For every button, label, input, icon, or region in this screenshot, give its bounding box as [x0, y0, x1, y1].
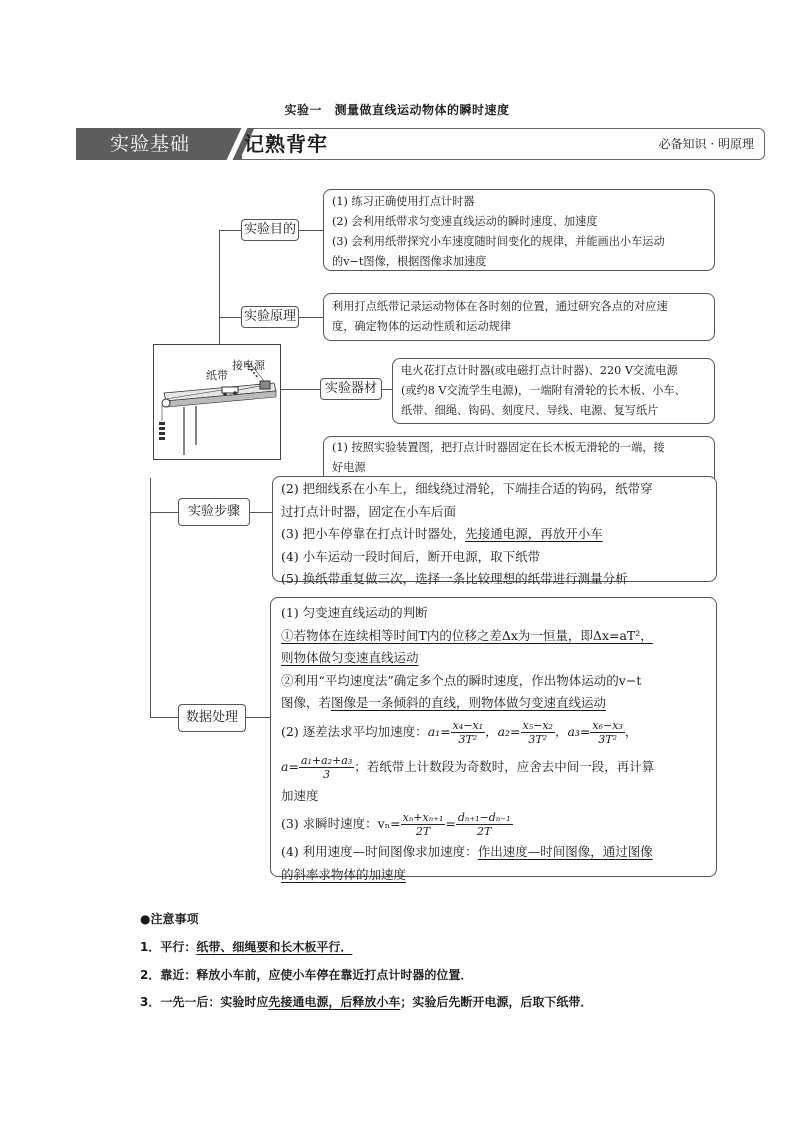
steps-item-3 [281, 523, 708, 546]
data-line-6-text: (2) 逐差法求平均加速度： [281, 723, 428, 739]
connector-trunk-bottom [150, 478, 151, 718]
banner-sub: 记熟背牢 [244, 132, 328, 156]
purpose-item-1: (1) 练习正确使用打点计时器 [332, 195, 475, 208]
equipment-line-3: 纸带、细绳、钩码、刻度尺、导线、电源、复写纸片 [401, 404, 659, 417]
steps-item-4: (4) 小车运动一段时间后，断开电源，取下纸带 [281, 548, 541, 564]
a2-fraction [521, 719, 555, 746]
v-label: (3) 求瞬时速度：vₙ= [281, 816, 401, 831]
v2-num: dₙ₊₁−dₙ₋₁ [457, 811, 511, 824]
steps-box [272, 476, 717, 586]
connector-principle-box [299, 317, 323, 318]
power-label: 接电源 [232, 359, 265, 372]
note-1-label: 1．平行： [140, 940, 197, 954]
data-line-4: ②利用“平均速度法”确定多个点的瞬时速度，作出物体运动的v−t [281, 672, 642, 688]
steps-item-2a: (2) 把细线系在小车上，细线绕过滑轮，下端挂合适的钩码，纸带穿 [281, 481, 653, 496]
note-1-text: 纸带、细绳要和长木板平行． [196, 940, 353, 954]
equipment-line-1: 电火花打点计时器(或电磁打点计时器)、220 V交流电源 [401, 364, 678, 377]
a3-fraction [590, 719, 624, 746]
steps-item-3-key: 先接通电源，再放开小车 [465, 526, 603, 541]
connector-principle [219, 317, 241, 318]
a2-num: x₅−x₂ [522, 718, 553, 732]
v-fraction-2 [456, 811, 513, 838]
a3-den: 3T² [598, 732, 617, 746]
a2-den: 3T² [528, 732, 548, 746]
data-line-10b: 作出速度—时间图像，通过图像 [477, 844, 653, 859]
purpose-box [323, 189, 715, 271]
connector-trunk-top [219, 230, 220, 344]
a3-label: ，a₃= [554, 723, 591, 739]
a-fraction [299, 754, 354, 781]
apparatus-figure [153, 344, 281, 460]
equipment-box [392, 358, 715, 424]
label-purpose: 实验目的 [241, 219, 299, 241]
connector-purpose [219, 230, 241, 231]
tape-label: 纸带 [206, 369, 228, 382]
note-3-a: 3．一先一后：实验时应 [140, 995, 269, 1009]
banner-main: 实验基础 [76, 128, 242, 160]
note-1 [140, 938, 352, 955]
data-line-9 [281, 807, 706, 841]
a1-den: 3T² [458, 732, 478, 746]
note-3 [140, 993, 592, 1010]
data-line-6 [281, 715, 706, 749]
a1-num: x₄−x₁ [452, 718, 484, 732]
note-3-c: ；实验后先断开电源，后取下纸带． [400, 995, 593, 1009]
a-num: a₁+a₂+a₃ [300, 753, 353, 767]
principle-line-2: 度，确定物体的运动性质和运动规律 [332, 320, 512, 333]
data-line-10 [281, 841, 706, 864]
steps-item-1a: (1) 按照实验装置图，把打点计时器固定在长木板无滑轮的一端，接 [332, 441, 665, 454]
data-line-5 [281, 692, 706, 715]
connector-data-box [246, 717, 270, 718]
connector-steps-box [250, 512, 272, 513]
data-line-2: ①若物体在连续相等时间T内的位移之差Δx为一恒量，即Δx=aT²， [281, 627, 653, 643]
v-fraction-1 [401, 811, 446, 838]
a-label: a= [281, 758, 299, 774]
data-line-10a: (4) 利用速度—时间图像求加速度： [281, 844, 478, 859]
data-line-8: 加速度 [281, 787, 319, 803]
purpose-item-4: 的v−t图像，根据图像求加速度 [332, 255, 487, 268]
note-3-b: 先接通电源，后释放小车 [268, 995, 401, 1009]
data-line-7-text: ；若纸带上计数段为奇数时，应舍去中间一段，再计算 [354, 758, 655, 774]
section-banner [76, 127, 764, 161]
data-line-3: 则物体做匀变速直线运动 [281, 650, 419, 665]
connector-equipment-box [382, 389, 392, 390]
a3-end: ， [624, 723, 638, 739]
data-line-11: 的斜率求物体的加速度 [281, 866, 407, 882]
principle-box [323, 293, 715, 341]
a1-label: a₁= [427, 723, 451, 739]
purpose-item-2: (2) 会利用纸带求匀变速直线运动的瞬时速度、加速度 [332, 215, 598, 228]
connector-equipment [280, 389, 320, 390]
label-data: 数据处理 [178, 704, 246, 732]
v1-num: xₙ+xₙ₊₁ [402, 811, 444, 824]
connector-purpose-box [299, 230, 323, 231]
steps-item-3-text: (3) 把小车停靠在打点计时器处， [281, 526, 466, 541]
label-steps: 实验步骤 [178, 498, 250, 526]
v1-den: 2T [415, 825, 431, 838]
label-equipment: 实验器材 [320, 378, 382, 400]
v2-den: 2T [477, 825, 492, 838]
data-line-5a: 图像，若 [281, 695, 332, 710]
connector-data [150, 717, 178, 718]
a-den: 3 [323, 767, 331, 781]
steps-item-1b: 好电源 [332, 461, 366, 474]
banner-tag: 必备知识 · 明原理 [658, 137, 754, 151]
a2-label: ，a₂= [485, 723, 521, 739]
page-title: 实验一 测量做直线运动物体的瞬时速度 [284, 103, 510, 117]
v-eq: = [445, 816, 456, 831]
purpose-item-3: (3) 会利用纸带探究小车速度随时间变化的规律，并能画出小车运动 [332, 235, 665, 248]
note-2: 2．靠近：释放小车前，应使小车停在靠近打点计时器的位置． [140, 968, 473, 982]
data-box [270, 597, 717, 882]
steps-item-2b: 过打点计时器，固定在小车后面 [281, 503, 457, 519]
data-line-5b: 图像是一条倾斜的直线，则物体做匀变速直线运动 [331, 695, 607, 710]
data-line-7 [281, 749, 706, 785]
principle-line-1: 利用打点纸带记录运动物体在各时刻的位置，通过研究各点的对应速 [332, 300, 668, 313]
notes-heading: ●注意事项 [140, 912, 199, 926]
equipment-line-2: (或约8 V交流学生电源)，一端附有滑轮的长木板、小车、 [401, 384, 686, 397]
a3-num: x₆−x₃ [592, 718, 623, 732]
a1-fraction [451, 719, 485, 746]
connector-steps [150, 512, 178, 513]
steps-item-5: (5) 换纸带重复做三次，选择一条比较理想的纸带进行测量分析 [281, 571, 628, 586]
data-line-1: (1) 匀变速直线运动的判断 [281, 605, 428, 620]
label-principle: 实验原理 [241, 306, 299, 328]
